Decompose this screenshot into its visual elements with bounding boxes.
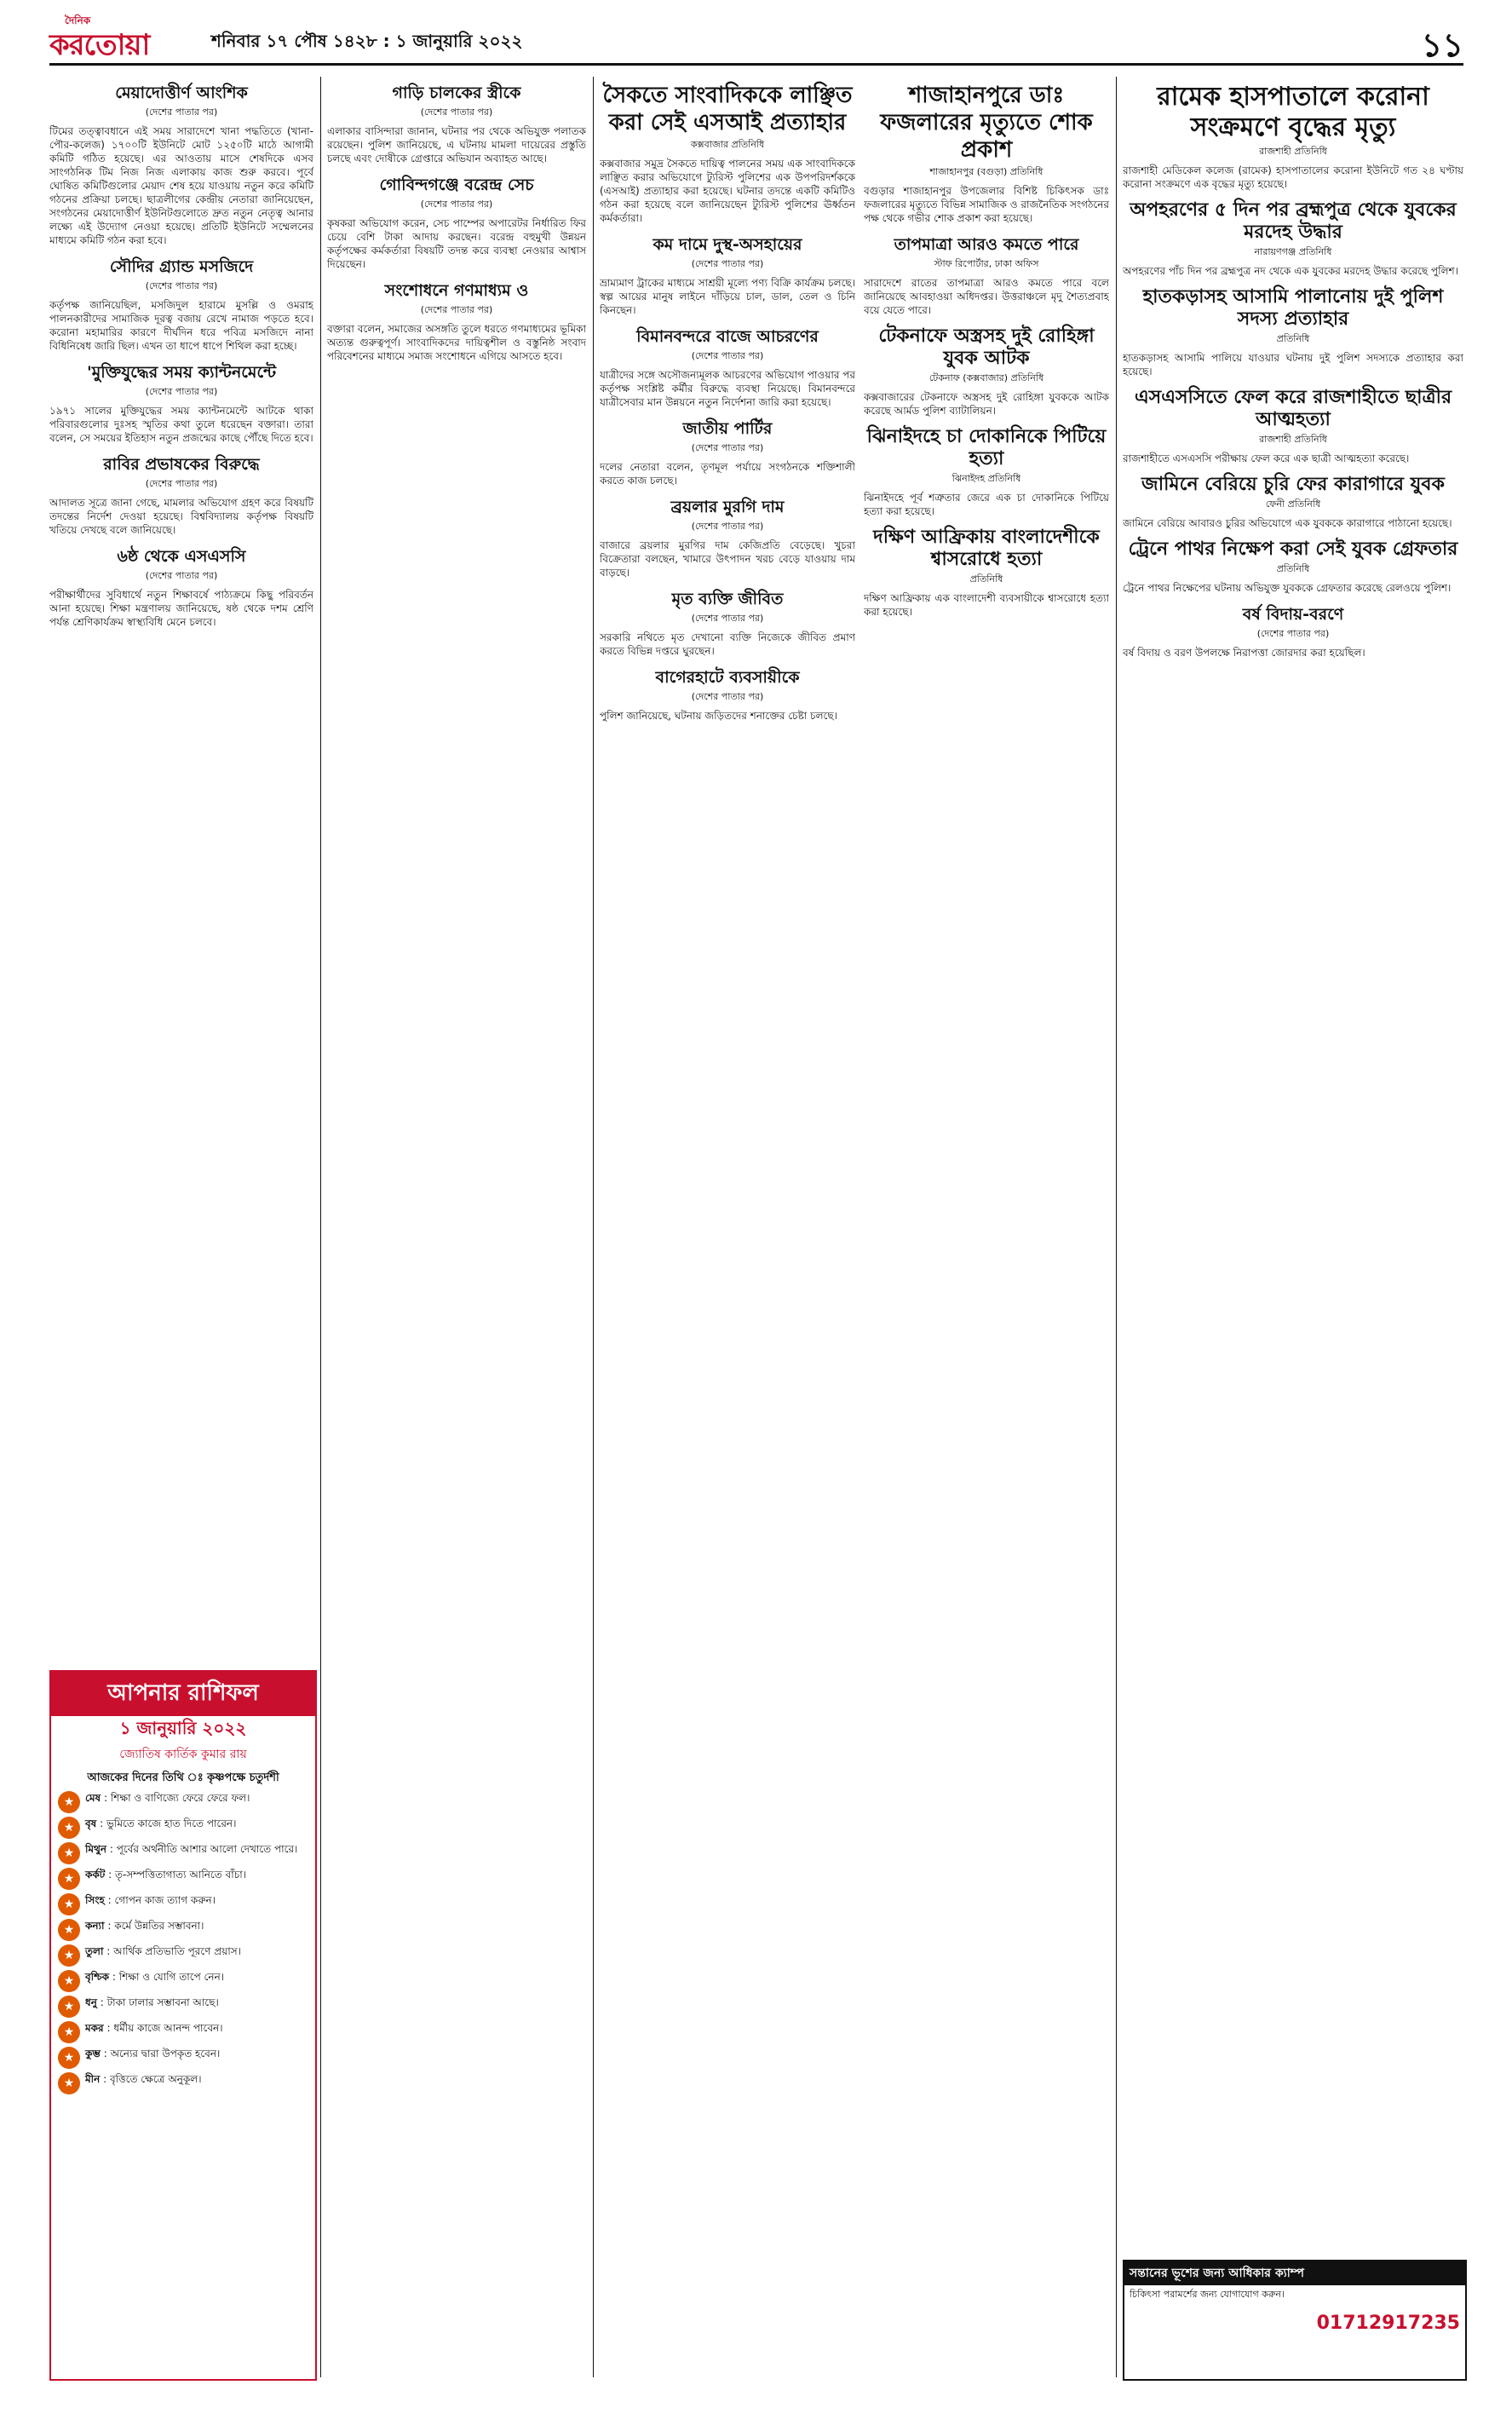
article-byline: (দেশের পাতার পর) — [420, 199, 493, 210]
article-body: ১৯৭১ সালের মুক্তিযুদ্ধের সময় ক্যান্টনমেন্টে আটকে থাকা পরিবারগুলোর দুঃসহ স্মৃতির কথা তুলে ধরেছেন বক্তারা। তারা বলেন, সে সময়ের ইতিহাস নতুন প্রজন্মের কাছে পৌঁছে দিতে হবে। — [49, 405, 313, 444]
article-byline: (দেশের পাতার পর) — [420, 107, 493, 118]
rashifal-item — [58, 2021, 308, 2043]
article-headline: দক্ষিণ আফ্রিকায় বাংলাদেশীকে শ্বাসরোধে হত্যা — [873, 527, 1100, 570]
article-body: ঝিনাইদহে পূর্ব শত্রুতার জেরে এক চা দোকানিকে পিটিয়ে হত্যা করা হয়েছে। — [864, 492, 1109, 517]
rashifal-sign-text: অন্যের দ্বারা উপকৃত হবেন। — [110, 2048, 221, 2059]
rashifal-sign-name: মকর — [85, 2022, 104, 2034]
rashifal-text: সিংহ : গোপন কাজ ত্যাগ করুন। — [85, 1894, 216, 1906]
zodiac-sign-icon: ★ — [58, 1919, 80, 1941]
article-body: কক্সবাজারের টেকনাফে অস্ত্রসহ দুই রোহিঙ্গা যুবককে আটক করেছে আর্মড পুলিশ ব্যাটালিয়ন। — [864, 391, 1109, 417]
article-byline: রাজশাহী প্রতিনিধি — [1259, 434, 1327, 445]
rashifal-item — [58, 1996, 308, 2018]
article-byline: (দেশের পাতার পর) — [145, 478, 218, 489]
article-byline: টেকনাফ (কক্সবাজার) প্রতিনিধি — [928, 372, 1044, 383]
article-byline: নারায়ণগঞ্জ প্রতিনিধি — [1254, 246, 1332, 257]
article — [1123, 286, 1463, 378]
column-rule — [320, 77, 321, 2377]
rashifal-sign-text: পূর্বের অর্থনীতি আশার আলো দেখাতে পারে। — [116, 1843, 298, 1855]
article-byline: (দেশের পাতার পর) — [691, 691, 764, 702]
article-headline: কম দামে দুস্থ-অসহায়ের — [653, 235, 802, 254]
zodiac-sign-icon: ★ — [58, 1893, 80, 1915]
ad-title: সন্তানের ভূশের জন্য আধিকার ক্যাম্প — [1124, 2261, 1465, 2285]
article-byline: কক্সবাজার প্রতিনিধি — [690, 139, 765, 150]
article-byline: (দেশের পাতার পর) — [145, 570, 218, 581]
rashifal-sign-text: কর্মে উন্নতির সম্ভাবনা। — [114, 1920, 204, 1932]
logo-top-text: দৈনিক — [65, 14, 91, 26]
article-headline: জাতীয় পার্টির — [682, 419, 773, 438]
rashifal-sign-text: ধর্মীয় কাজে আনন্দ পাবেন। — [113, 2022, 223, 2034]
zodiac-sign-icon: ★ — [58, 1842, 80, 1864]
rashifal-text: মিথুন : পূর্বের অর্থনীতি আশার আলো দেখাতে পারে। — [85, 1843, 298, 1855]
rashifal-intro: আজকের দিনের তিথি ঃ কৃষ্ণপক্ষে চতুর্দশী — [87, 1771, 279, 1784]
article-body: কর্তৃপক্ষ জানিয়েছিল, মসজিদুল হারামে মুসল্লি ও ওমরাহ পালনকারীদের সামাজিক দূরত্ব বজায় রেখে নামাজ পড়তে হবে। করোনা মহামারির কারণে দীর্ঘদিন ধরে পবিত্র মসজিদে নানা বিধিনিষেধ জারি ছিল। এখন তা ধাপে ধাপে শিথিল করা হচ্ছে। — [49, 299, 313, 352]
article-headline: মেয়াদোত্তীর্ণ আংশিক — [115, 84, 248, 102]
rashifal-title: আপনার রাশিফল — [51, 1672, 315, 1716]
zodiac-sign-icon: ★ — [58, 2047, 80, 2069]
article-headline: ৬ষ্ঠ থেকে এসএসসি — [117, 547, 246, 566]
article-body: টিমের তত্ত্বাবধানে এই সময় সারাদেশে খানা পদ্ধতিতে (খানা-পৌর-কলেজ) ১৭০০টি ইউনিটে মোট ১২৫০টি মাঠে আগামী কমিটি গঠিত হয়েছে। এর আওতায় মাসে শেষদিকে এসব সাংগঠনিক টিম নিজ নিজ এলাকায় কাজ শুরু করবে। পূর্বে ঘোষিত কমিটিগুলোর মেয়াদ শেষ হয়ে যাওয়ায় নতুন করে কমিটি গঠনের প্রক্রিয়া চলছে। ছাত্রলীগের কেন্দ্রীয় নেতারা জানিয়েছেন, সংগঠনের মেয়াদোত্তীর্ণ ইউনিটগুলোতে দ্রুত নতুন নেতৃত্ব আনার লক্ষ্যে এই উদ্যোগ নেওয়া হয়েছে। প্রতিটি ইউনিটে সম্মেলনের মাধ্যমে কমিটি গঠন করা হবে। — [49, 125, 313, 246]
rashifal-text: বৃষ : ভুমিতে কাজে হাত দিতে পারেন। — [85, 1817, 237, 1829]
article-body: পুলিশ জানিয়েছে, ঘটনায় জড়িতদের শনাক্তের চেষ্টা চলছে। — [600, 710, 837, 722]
article-headline: ঝিনাইদহে চা দোকানিকে পিটিয়ে হত্যা — [866, 426, 1107, 469]
rashifal-item — [58, 1817, 308, 1839]
article-body: অপহরণের পাঁচ দিন পর ব্রহ্মপুত্র নদ থেকে এক যুবকের মরদেহ উদ্ধার করেছে পুলিশ। — [1123, 265, 1458, 277]
rashifal-sign-text: শিক্ষা ও বাণিজ্যে ফেরে ফেরে ফল। — [110, 1792, 250, 1804]
article-byline: ফেনী প্রতিনিধি — [1265, 498, 1321, 510]
article-body: আদালত সূত্রে জানা গেছে, মামলার অভিযোগ গ্রহণ করে বিষয়টি তদন্তের নির্দেশ দেওয়া হয়েছে। বিশ্ববিদ্যালয় কর্তৃপক্ষ বিষয়টি খতিয়ে দেখছে বলে জানিয়েছে। — [49, 497, 313, 536]
rashifal-text: ধনু : টাকা ঢালার সম্ভাবনা আছে। — [85, 1996, 219, 2008]
article-byline: (দেশের পাতার পর) — [145, 280, 218, 291]
column-5 — [1123, 77, 1463, 2250]
article — [1123, 539, 1463, 595]
article-byline: প্রতিনিধি — [1276, 333, 1310, 344]
rashifal-item — [58, 1944, 308, 1967]
column-rule — [593, 77, 594, 2377]
article-byline: (দেশের পাতার পর) — [691, 350, 764, 361]
article — [327, 174, 586, 271]
article-headline: বর্ষ বিদায়-বরণে — [1242, 605, 1344, 624]
article — [864, 527, 1109, 619]
article-body: কক্সবাজার সমুদ্র সৈকতে দায়িত্ব পালনের সময় এক সাংবাদিককে লাঞ্ছিত করার অভিযোগে ট্যুরিস্ট পুলিশের এক উপপরিদর্শককে (এসআই) প্রত্যাহার করা হয়েছে। ঘটনার তদন্তে একটি কমিটিও গঠন করা হয়েছে বলে জানিয়েছেন ট্যুরিস্ট পুলিশের ঊর্ধ্বতন কর্মকর্তারা। — [600, 158, 855, 224]
article-headline: 'মুক্তিযুদ্ধের সময় ক্যান্টনমেন্টে — [86, 363, 277, 382]
rashifal-sign-name: কুম্ভ — [85, 2048, 101, 2059]
rashifal-sign-text: বৃত্তিতে ক্ষেত্রে অনুকূল। — [109, 2073, 202, 2085]
article-headline: সংশোধনে গণমাধ্যম ও — [384, 281, 529, 300]
article-byline: ঝিনাইদহ প্রতিনিধি — [951, 473, 1021, 484]
article — [49, 256, 313, 353]
article-byline: (দেশের পাতার পর) — [691, 258, 764, 269]
rashifal-sign-name: মীন — [85, 2073, 101, 2085]
article — [1123, 387, 1463, 465]
zodiac-sign-icon: ★ — [58, 1996, 80, 2018]
article-body: দক্ষিণ আফ্রিকায় এক বাংলাদেশী ব্যবসায়ীকে শ্বাসরোধে হত্যা করা হয়েছে। — [864, 592, 1109, 618]
article-headline: তাপমাত্রা আরও কমতে পারে — [894, 235, 1079, 254]
zodiac-sign-icon: ★ — [58, 1944, 80, 1967]
article-body: যাত্রীদের সঙ্গে অসৌজন্যমূলক আচরণের অভিযোগ পাওয়ার পর কর্তৃপক্ষ সংশ্লিষ্ট কর্মীর বিরুদ্ধে ব্যবস্থা নিয়েছে। বিমানবন্দরে যাত্রীসেবার মান উন্নয়নে নতুন নির্দেশনা জারি করা হয়েছে। — [600, 369, 855, 408]
article-body: ট্রেনে পাথর নিক্ষেপের ঘটনায় অভিযুক্ত যুবককে গ্রেফতার করেছে রেলওয়ে পুলিশ। — [1123, 582, 1452, 594]
rashifal-text: কন্যা : কর্মে উন্নতির সম্ভাবনা। — [85, 1920, 204, 1932]
rashifal-item — [58, 1868, 308, 1890]
article — [49, 361, 313, 445]
article — [49, 453, 313, 537]
article-body: বর্ষ বিদায় ও বরণ উপলক্ষে নিরাপত্তা জোরদার করা হয়েছিল। — [1123, 647, 1365, 659]
zodiac-sign-icon: ★ — [58, 1791, 80, 1813]
article-body: সরকারি নথিতে মৃত দেখানো ব্যক্তি নিজেকে জীবিত প্রমাণ করতে বিভিন্ন দপ্তরে ঘুরছেন। — [600, 631, 855, 657]
article — [1123, 82, 1463, 191]
article — [600, 588, 855, 658]
article-headline: জামিনে বেরিয়ে চুরি ফের কারাগারে যুবক — [1141, 474, 1445, 495]
rashifal-item — [58, 1842, 308, 1864]
rashifal-sign-text: তৃ-সম্পত্তিতাগাত্য আনিতে বাঁচা। — [115, 1869, 246, 1881]
article — [864, 325, 1109, 418]
article-body: এলাকার বাসিন্দারা জানান, ঘটনার পর থেকে অভিযুক্ত পলাতক রয়েছেন। পুলিশ জানিয়েছে, এ ঘটনায় মামলা দায়েরের প্রস্তুতি চলছে এবং দোষীকে গ্রেপ্তারে অভিযান অব্যাহত আছে। — [327, 125, 586, 164]
article-headline: মৃত ব্যক্তি জীবিত — [671, 590, 784, 608]
article-byline: (দেশের পাতার পর) — [691, 521, 764, 532]
rashifal-text: মেষ : শিক্ষা ও বাণিজ্যে ফেরে ফেরে ফল। — [85, 1792, 250, 1804]
article-headline: সৌদির গ্র্যান্ড মসজিদে — [109, 257, 254, 276]
rashifal-text: মকর : ধর্মীয় কাজে আনন্দ পাবেন। — [85, 2022, 223, 2034]
article-body: পরীক্ষার্থীদের সুবিধার্থে নতুন শিক্ষাবর্ষে পাঠ্যক্রমে কিছু পরিবর্তন আনা হয়েছে। শিক্ষা মন্ত্রণালয় জানিয়েছে, ষষ্ঠ থেকে দশম শ্রেণি পর্যন্ত শ্রেণিকার্যক্রম স্বাস্থ্যবিধি মেনে চলবে। — [49, 589, 313, 628]
article-body: হাতকড়াসহ আসামি পালিয়ে যাওয়ার ঘটনায় দুই পুলিশ সদস্যকে প্রত্যাহার করা হয়েছে। — [1123, 352, 1463, 377]
article-byline: (দেশের পাতার পর) — [145, 386, 218, 397]
article-byline: রাজশাহী প্রতিনিধি — [1259, 146, 1327, 157]
rashifal-text: তুলা : আর্থিক প্রতিভাতি পূরণে প্রয়াস। — [85, 1945, 241, 1957]
article — [1123, 199, 1463, 278]
article-headline: এসএসসিতে ফেল করে রাজশাহীতে ছাত্রীর আত্মহত্যা — [1134, 387, 1452, 430]
rashifal-sign-name: মিথুন — [85, 1843, 107, 1855]
article-byline: প্রতিনিধি — [1276, 563, 1310, 574]
article-headline: অপহরণের ৫ দিন পর ব্রহ্মপুত্র থেকে যুবকের মরদেহ উদ্ধার — [1130, 199, 1457, 243]
masthead — [49, 14, 1463, 66]
article — [327, 279, 586, 363]
rashifal-box — [49, 1670, 317, 2381]
article — [600, 233, 855, 317]
article-headline: সৈকতে সাংবাদিককে লাঞ্ছিত করা সেই এসআই প্রত্যাহার — [602, 83, 853, 135]
rashifal-item — [58, 2072, 308, 2094]
column-4 — [864, 77, 1109, 2377]
article — [327, 82, 586, 165]
article-byline: প্রতিনিধি — [969, 573, 1003, 585]
article-body: বক্তারা বলেন, সমাজের অসঙ্গতি তুলে ধরতে গণমাধ্যমের ভূমিকা অত্যন্ত গুরুত্বপূর্ণ। সাংবাদিকদের দায়িত্বশীল ও বস্তুনিষ্ঠ সংবাদ পরিবেশনের মাধ্যমে সমাজ সংশোধনে এগিয়ে আসতে হবে। — [327, 323, 586, 362]
article-headline: ট্রেনে পাথর নিক্ষেপ করা সেই যুবক গ্রেফতার — [1128, 539, 1458, 560]
rashifal-text: বৃশ্চিক : শিক্ষা ও যোগি তাপে নেন। — [85, 1971, 225, 1983]
zodiac-sign-icon: ★ — [58, 1868, 80, 1890]
article — [600, 325, 855, 409]
article-body: কৃষকরা অভিযোগ করেন, সেচ পাম্পের অপারেটর নির্ধারিত ফির চেয়ে বেশি টাকা আদায় করছেন। বরেন্দ্র বহুমুখী উন্নয়ন কর্তৃপক্ষের কর্মকর্তারা বিষয়টি তদন্ত করে ব্যবস্থা নেওয়ার আশ্বাস দিয়েছেন। — [327, 217, 586, 270]
newspaper-logo — [49, 14, 186, 65]
rashifal-sign-name: ধনু — [85, 1996, 97, 2008]
column-3 — [600, 77, 855, 2377]
rashifal-item — [58, 1893, 308, 1915]
column-2 — [327, 77, 586, 2377]
rashifal-item — [58, 1919, 308, 1941]
article-headline: রাবির প্রভাষকের বিরুদ্ধে — [103, 455, 260, 474]
article-headline: বাগেরহাটে ব্যবসায়ীকে — [655, 668, 800, 687]
article — [600, 418, 855, 487]
page-number: ১১ — [1421, 26, 1463, 64]
article — [864, 82, 1109, 225]
article-headline: গোবিন্দগঞ্জে বরেন্দ্র সেচ — [379, 176, 534, 194]
column-1 — [49, 77, 313, 1662]
column-rule — [1116, 77, 1117, 2377]
rashifal-text: কুম্ভ : অন্যের দ্বারা উপকৃত হবেন। — [85, 2048, 221, 2059]
rashifal-date: ১ জানুয়ারি ২০২২ — [119, 1718, 247, 1738]
rashifal-sign-name: মেষ — [85, 1792, 101, 1804]
article — [600, 496, 855, 579]
article-headline: হাতকড়াসহ আসামি পালানোয় দুই পুলিশ সদস্য প্রত্যাহার — [1142, 286, 1444, 330]
rashifal-sign-name: সিংহ — [85, 1894, 105, 1906]
article-body: বগুড়ার শাজাহানপুর উপজেলার বিশিষ্ট চিকিৎসক ডাঃ ফজলারের মৃত্যুতে বিভিন্ন সামাজিক ও রাজনৈতিক সংগঠনের পক্ষ থেকে গভীর শোক প্রকাশ করা হয়েছে। — [864, 185, 1109, 224]
date-line: শনিবার ১৭ পৌষ ১৪২৮ : ১ জানুয়ারি ২০২২ — [211, 31, 523, 51]
rashifal-item — [58, 2047, 308, 2069]
ad-body: চিকিৎসা পরামর্শের জন্য যোগাযোগ করুন। — [1130, 2289, 1285, 2300]
article-body: বাজারে ব্রয়লার মুরগির দাম কেজিপ্রতি বেড়েছে। খুচরা বিক্রেতারা বলছেন, খামারে উৎপাদন খরচ বেড়ে যাওয়ায় দাম বাড়ছে। — [600, 539, 855, 579]
article — [600, 82, 855, 225]
article-body: দলের নেতারা বলেন, তৃণমূল পর্যায়ে সংগঠনকে শক্তিশালী করতে কাজ চলছে। — [600, 461, 855, 487]
article-byline: (দেশের পাতার পর) — [1256, 628, 1330, 639]
article-body: ভ্রাম্যমাণ ট্রাকের মাধ্যমে সাশ্রয়ী মূল্যে পণ্য বিক্রি কার্যক্রম চলছে। স্বল্প আয়ের মানুষ লাইনে দাঁড়িয়ে চাল, ডাল, তেল ও চিনি কিনছেন। — [600, 277, 855, 316]
article — [864, 426, 1109, 518]
rashifal-sign-text: আর্থিক প্রতিভাতি পূরণে প্রয়াস। — [113, 1945, 241, 1957]
rashifal-sign-name: বৃশ্চিক — [85, 1971, 110, 1983]
advertisement — [1123, 2260, 1467, 2381]
rashifal-item — [58, 1791, 308, 1813]
zodiac-sign-icon: ★ — [58, 1970, 80, 1992]
rashifal-item — [58, 1970, 308, 1992]
article-byline: শাজাহানপুর (বগুড়া) প্রতিনিধি — [929, 166, 1043, 177]
article-byline: স্টাফ রিপোর্টার, ঢাকা অফিস — [934, 258, 1039, 269]
rashifal-sign-name: কন্যা — [85, 1920, 105, 1932]
article-body: রাজশাহীতে এসএসসি পরীক্ষায় ফেল করে এক ছাত্রী আত্মহত্যা করেছে। — [1123, 452, 1410, 464]
article-headline: ব্রয়লার মুরগি দাম — [670, 498, 785, 516]
zodiac-sign-icon: ★ — [58, 2021, 80, 2043]
article — [1123, 603, 1463, 660]
article-byline: (দেশের পাতার পর) — [691, 442, 764, 453]
article-headline: গাড়ি চালকের স্ত্রীকে — [392, 84, 521, 102]
logo-main-text: করতোয়া — [49, 28, 150, 62]
article — [49, 82, 313, 247]
zodiac-sign-icon: ★ — [58, 1817, 80, 1839]
article-body: সারাদেশে রাতের তাপমাত্রা আরও কমতে পারে বলে জানিয়েছে আবহাওয়া অধিদপ্তর। উত্তরাঞ্চলে মৃদু শৈত্যপ্রবাহ বয়ে যেতে পারে। — [864, 277, 1109, 316]
article-headline: টেকনাফে অস্ত্রসহ দুই রোহিঙ্গা যুবক আটক — [878, 325, 1095, 369]
rashifal-sign-text: গোপন কাজ ত্যাগ করুন। — [114, 1894, 216, 1906]
article-byline: (দেশের পাতার পর) — [691, 613, 764, 624]
rashifal-sign-text: ভুমিতে কাজে হাত দিতে পারেন। — [106, 1817, 237, 1829]
rashifal-author: জ্যোতিষ কার্তিক কুমার রায় — [119, 1748, 247, 1761]
article-body: জামিনে বেরিয়ে আবারও চুরির অভিযোগে এক যুবককে কারাগারে পাঠানো হয়েছে। — [1123, 517, 1452, 529]
article — [49, 545, 313, 629]
rashifal-list — [51, 1791, 315, 2094]
rashifal-text: কর্কট : তৃ-সম্পত্তিতাগাত্য আনিতে বাঁচা। — [85, 1869, 246, 1881]
rashifal-sign-name: তুলা — [85, 1945, 104, 1957]
article-headline: বিমানবন্দরে বাজে আচরণের — [636, 327, 819, 346]
article — [864, 233, 1109, 317]
rashifal-sign-text: শিক্ষা ও যোগি তাপে নেন। — [118, 1971, 225, 1983]
article — [600, 666, 855, 723]
article-headline: রামেক হাসপাতালে করোনা সংক্রমণে বৃদ্ধের মৃত্যু — [1157, 82, 1429, 142]
rashifal-sign-name: বৃষ — [85, 1817, 97, 1829]
article — [1123, 474, 1463, 530]
rashifal-sign-name: কর্কট — [85, 1869, 106, 1881]
article-body: রাজশাহী মেডিকেল কলেজ (রামেক) হাসপাতালের করোনা ইউনিটে গত ২৪ ঘণ্টায় করোনা সংক্রমণে এক বৃদ্ধের মৃত্যু হয়েছে। — [1123, 164, 1463, 190]
zodiac-sign-icon: ★ — [58, 2072, 80, 2094]
rashifal-text: মীন : বৃত্তিতে ক্ষেত্রে অনুকূল। — [85, 2073, 202, 2085]
article-byline: (দেশের পাতার পর) — [145, 107, 218, 118]
article-byline: (দেশের পাতার পর) — [420, 304, 493, 315]
rashifal-sign-text: টাকা ঢালার সম্ভাবনা আছে। — [106, 1996, 219, 2008]
ad-phone: 01712917235 — [1316, 2313, 1460, 2334]
article-headline: শাজাহানপুরে ডাঃ ফজলারের মৃত্যুতে শোক প্রকাশ — [880, 83, 1093, 163]
